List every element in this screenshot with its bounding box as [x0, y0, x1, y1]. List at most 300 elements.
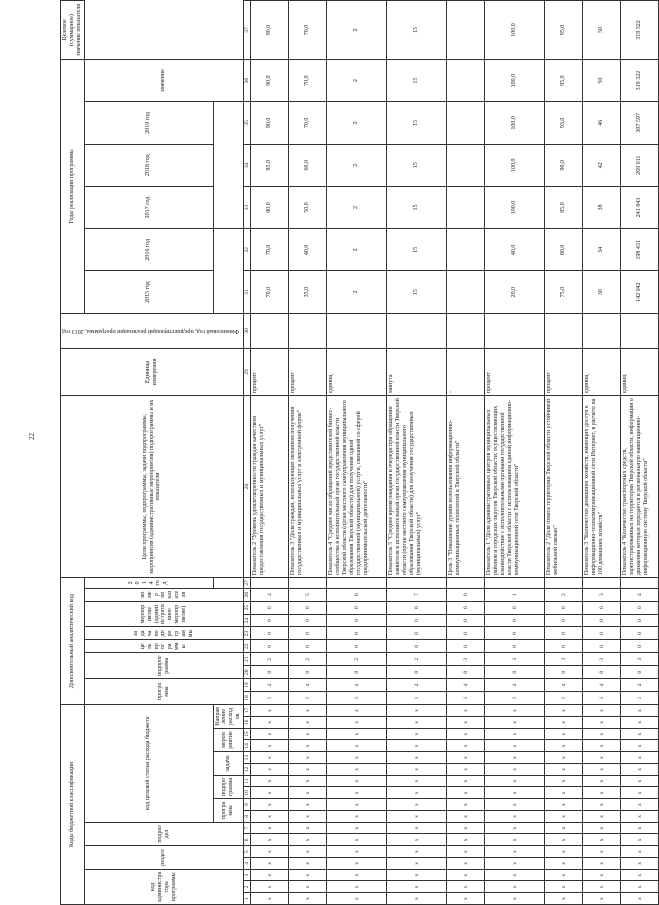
budget-code-cell: x	[447, 728, 485, 740]
column-number: 28	[244, 396, 251, 578]
column-number: 29	[244, 349, 251, 396]
budget-code-cell: x	[327, 705, 387, 717]
analytic-code-cell: 3	[447, 653, 485, 666]
unit-header: Единица измерения	[61, 349, 244, 396]
indicator-description: Цель 3 "Повышение уровня использования информационно-коммуникационных технологий в Тверской области"	[447, 396, 485, 578]
indicator-description: Показатель 1 "Доля административных центров муниципальных районов и городских округов Тверской области, осуществляющих взаимодействие с исполнительными органами государственной власти Тверской области с использованием единой информационно-коммуникационной сети Тверской области"	[485, 396, 545, 578]
budget-code-cell: x	[447, 893, 485, 905]
year-value-cell: 15	[387, 59, 447, 101]
budget-code-cell: x	[251, 834, 289, 846]
budget-code-cell: x	[583, 846, 621, 858]
budget-code-cell: x	[583, 799, 621, 811]
budget-code-cell: x	[387, 740, 447, 752]
budget-code-cell: x	[485, 869, 545, 881]
budget-code-cell: x	[327, 787, 387, 799]
budget-code-cell: x	[387, 834, 447, 846]
year-value-cell: 80,0	[251, 186, 289, 228]
analytic-spacer-cell	[447, 578, 485, 589]
header-row-1	[61, 1, 85, 905]
budget-code-cell: x	[289, 775, 327, 787]
column-number: 9	[244, 799, 251, 811]
year-value-cell: 2	[327, 144, 387, 186]
budget-code-cell: x	[485, 846, 545, 858]
analytic-code-cell: 0	[583, 640, 621, 653]
analytic-code-cell: 1	[545, 692, 583, 705]
table-row	[621, 1, 659, 905]
budget-code-cell: x	[545, 811, 583, 823]
budget-code-cell: x	[545, 717, 583, 729]
program-code-header: программа	[213, 799, 244, 823]
analytic-code-cell: 0	[327, 601, 387, 614]
base-year-cell	[621, 313, 659, 348]
budget-code-cell: x	[545, 787, 583, 799]
budget-codes-header: Коды бюджетной классификации	[61, 705, 85, 905]
analytic-code-cell: 0	[327, 640, 387, 653]
analytic-code-cell: 2	[289, 653, 327, 666]
budget-code-cell: x	[289, 740, 327, 752]
column-number: 15	[244, 728, 251, 740]
budget-code-cell: x	[583, 834, 621, 846]
budget-code-cell: x	[387, 799, 447, 811]
budget-code-cell: x	[447, 752, 485, 764]
budget-code-cell: x	[327, 717, 387, 729]
budget-code-cell: x	[251, 811, 289, 823]
analytic-code-cell: 2	[327, 653, 387, 666]
indicator-description: Показатель 4 "Среднее число обращений представителей бизнес-сообщества в исполнительный орган государственной власти Тверской области (орган местного самоуправления муниципального образования Тверской области) для получения одной государственной (муниципальной) услуги, связанной со сферой предпринимательской деятельности"	[327, 396, 387, 578]
budget-code-cell: x	[251, 775, 289, 787]
analytic-code-cell: 4	[545, 679, 583, 692]
budget-code-cell: x	[289, 811, 327, 823]
analytic-subprogram-header: подпрограмма	[84, 653, 243, 679]
column-number: 19	[244, 679, 251, 692]
budget-code-cell: x	[289, 728, 327, 740]
budget-code-cell: x	[485, 752, 545, 764]
budget-code-cell: x	[485, 881, 545, 893]
analytic-code-cell: 0	[447, 588, 485, 601]
year-value-cell: 50,0	[289, 186, 327, 228]
budget-code-cell: x	[289, 764, 327, 776]
target-value-cell: 90,0	[251, 1, 289, 60]
budget-code-cell: x	[387, 728, 447, 740]
year-value-cell	[447, 59, 485, 101]
target-value-cell: 50	[583, 1, 621, 60]
analytic-code-cell: 1	[583, 692, 621, 705]
budget-code-cell: x	[583, 869, 621, 881]
budget-code-cell: x	[621, 717, 659, 729]
budget-code-cell: x	[621, 822, 659, 834]
subprogram-code-header: подпрограмма	[213, 775, 244, 799]
analytic-spacer-cell	[583, 578, 621, 589]
analytic-spacer-cell	[327, 578, 387, 589]
budget-code-cell: x	[485, 799, 545, 811]
year-value-cell: 15	[387, 229, 447, 271]
analytic-code-cell: 0	[447, 627, 485, 640]
analytic-code-cell: 0	[545, 601, 583, 614]
year-value-cell: 35,0	[289, 271, 327, 313]
column-number: 24	[244, 614, 251, 627]
analytic-code-cell: 0	[387, 601, 447, 614]
fiscal-year-label: Финансовый год, предшествующий реализации программы, 2013 год	[62, 328, 240, 335]
budget-code-cell: x	[387, 811, 447, 823]
analytic-code-cell: 0	[447, 601, 485, 614]
budget-code-cell: x	[545, 799, 583, 811]
analytic-code-cell: 0	[327, 666, 387, 679]
budget-code-cell: x	[485, 764, 545, 776]
year-2017-header: 2017 год	[84, 186, 213, 228]
column-number: 23	[244, 627, 251, 640]
analytic-code-cell: 0	[387, 640, 447, 653]
analytic-code-cell: 1	[387, 692, 447, 705]
direction-code-header: Направление расходов	[213, 705, 244, 729]
budget-code-cell: x	[447, 787, 485, 799]
analytic-code-header: Дополнительный аналитический код	[61, 578, 85, 705]
budget-code-cell: x	[447, 775, 485, 787]
budget-code-cell: x	[545, 764, 583, 776]
column-number: 35	[244, 102, 251, 144]
indicator-description: Показатель 2 "Уровень удовлетворенности граждан качеством предоставления государственных и муниципальных услуг"	[251, 396, 289, 578]
analytic-code-cell: 0	[485, 614, 545, 627]
budget-code-cell: x	[251, 717, 289, 729]
budget-code-cell: x	[621, 775, 659, 787]
budget-code-cell: x	[251, 869, 289, 881]
analytic-code-cell: 3	[621, 653, 659, 666]
budget-code-cell: x	[447, 869, 485, 881]
base-year-cell	[251, 313, 289, 348]
analytic-code-cell: 1	[485, 692, 545, 705]
column-number: 4	[244, 858, 251, 870]
analytic-code-cell: 0	[251, 640, 289, 653]
column-number: 26	[244, 588, 251, 601]
base-year-cell	[387, 313, 447, 348]
admin-code-header: код администратора программы	[84, 869, 243, 904]
analytic-code-cell: 3	[583, 588, 621, 601]
year-value-cell: 2	[327, 186, 387, 228]
budget-code-cell: x	[327, 869, 387, 881]
unit-cell: процент	[485, 349, 545, 396]
year-value-cell: 40,0	[485, 229, 545, 271]
year-2014-header: 2014 год	[84, 578, 213, 589]
year-value-cell: 15	[387, 271, 447, 313]
budget-code-cell: x	[289, 752, 327, 764]
budget-code-cell: x	[545, 858, 583, 870]
analytic-code-cell: 0	[583, 601, 621, 614]
analytic-code-cell: 1	[621, 692, 659, 705]
budget-code-cell: x	[251, 858, 289, 870]
budget-code-cell: x	[327, 834, 387, 846]
budget-code-cell: x	[251, 893, 289, 905]
analytic-code-cell: 4	[289, 679, 327, 692]
column-number: 31	[244, 271, 251, 313]
budget-code-cell: x	[327, 799, 387, 811]
year-value-cell: 95,0	[545, 59, 583, 101]
budget-code-cell: x	[621, 740, 659, 752]
budget-code-cell: x	[621, 811, 659, 823]
budget-code-cell: x	[387, 893, 447, 905]
base-year-cell	[583, 313, 621, 348]
budget-code-cell: x	[251, 764, 289, 776]
analytic-spacer-cell	[545, 578, 583, 589]
years-header: Годы реализации программы	[61, 59, 85, 313]
budget-code-cell: x	[621, 787, 659, 799]
analytic-code-cell: 0	[583, 666, 621, 679]
base-year-cell	[485, 313, 545, 348]
analytic-code-cell: 0	[485, 601, 545, 614]
analytic-measure-header: мероприятие (административное мероприятие)	[84, 601, 243, 627]
analytic-code-cell: 1	[289, 692, 327, 705]
analytic-code-cell: 4	[251, 588, 289, 601]
year-value-cell	[447, 144, 485, 186]
budget-code-cell: x	[447, 822, 485, 834]
budget-code-cell: x	[327, 764, 387, 776]
analytic-spacer-cell	[289, 578, 327, 589]
target-value-cell: 95,0	[545, 1, 583, 60]
budget-code-cell: x	[485, 728, 545, 740]
budget-code-cell: x	[545, 775, 583, 787]
column-number: 13	[244, 752, 251, 764]
budget-code-cell: x	[251, 846, 289, 858]
year-value-cell: 100,0	[485, 102, 545, 144]
year-value-cell: 198 431	[621, 229, 659, 271]
budget-code-cell: x	[327, 822, 387, 834]
target-value-cell: 70,0	[289, 1, 327, 60]
column-number: 2	[244, 881, 251, 893]
column-number: 36	[244, 59, 251, 101]
year-value-cell: 319 322	[621, 59, 659, 101]
budget-code-cell: x	[289, 822, 327, 834]
budget-code-cell: x	[447, 705, 485, 717]
budget-code-cell: x	[289, 881, 327, 893]
analytic-code-cell: 0	[485, 666, 545, 679]
analytic-code-cell: 4	[251, 679, 289, 692]
base-year-cell	[327, 313, 387, 348]
table-row	[583, 1, 621, 905]
year-value-cell: 70,0	[251, 271, 289, 313]
analytic-code-cell: 0	[289, 614, 327, 627]
year-value-cell: 307 597	[621, 102, 659, 144]
budget-code-cell: x	[583, 740, 621, 752]
analytic-code-cell: 0	[621, 627, 659, 640]
analytic-code-cell: 2	[251, 653, 289, 666]
analytic-code-cell: 1	[485, 588, 545, 601]
budget-code-cell: x	[485, 787, 545, 799]
budget-code-cell: x	[621, 799, 659, 811]
column-number: 14	[244, 740, 251, 752]
budget-code-cell: x	[387, 705, 447, 717]
column-number: 21	[244, 653, 251, 666]
column-number: 34	[244, 144, 251, 186]
year-value-cell: 2	[327, 229, 387, 271]
analytic-code-cell: 7	[387, 588, 447, 601]
budget-code-cell: x	[387, 858, 447, 870]
analytic-code-cell: 0	[545, 640, 583, 653]
analytic-code-cell: 4	[621, 588, 659, 601]
unit-cell: единиц	[327, 349, 387, 396]
analytic-code-cell: 4	[387, 679, 447, 692]
budget-code-cell: x	[545, 740, 583, 752]
budget-code-cell: x	[447, 846, 485, 858]
analytic-code-cell: 2	[545, 588, 583, 601]
budget-code-cell: x	[289, 869, 327, 881]
year-value-cell: 20,0	[485, 271, 545, 313]
year-value-cell: 100,0	[485, 186, 545, 228]
budget-code-cell: x	[447, 799, 485, 811]
analytic-indicator-header: номер показателя	[84, 588, 243, 601]
column-number: 10	[244, 787, 251, 799]
column-number: 5	[244, 846, 251, 858]
table-row	[289, 1, 327, 905]
budget-code-cell: x	[387, 717, 447, 729]
analytic-code-cell: 0	[251, 666, 289, 679]
budget-code-cell: x	[485, 893, 545, 905]
table-row	[251, 1, 289, 905]
budget-code-cell: x	[485, 717, 545, 729]
base-year-cell	[545, 313, 583, 348]
target-value-cell: 15	[387, 1, 447, 60]
analytic-code-cell: 4	[485, 679, 545, 692]
budget-code-cell: x	[621, 881, 659, 893]
column-number: 32	[244, 229, 251, 271]
analytic-code-cell: 0	[447, 640, 485, 653]
year-value-cell: 70,0	[289, 102, 327, 144]
budget-code-cell: x	[545, 869, 583, 881]
table-body	[251, 1, 659, 905]
indicator-description: Показатель 3 "Доля граждан, использующих механизм получения государственных и муниципальных услуг в электронной форме"	[289, 396, 327, 578]
year-value-cell: 75,0	[545, 271, 583, 313]
unit-cell: -	[447, 349, 485, 396]
column-number: 20	[244, 666, 251, 679]
budget-code-cell: x	[289, 893, 327, 905]
budget-code-cell: x	[327, 846, 387, 858]
analytic-code-cell: 6	[327, 588, 387, 601]
column-number: 30	[244, 313, 251, 348]
table-row	[485, 1, 545, 905]
analytic-code-cell: 0	[545, 627, 583, 640]
analytic-code-cell: 0	[583, 627, 621, 640]
year-value-cell: 2	[327, 59, 387, 101]
budget-code-cell: x	[387, 787, 447, 799]
indicator-description: Показатель 5 "Среднее время ожидания в очереди при обращении заявителя в исполнительный орган государственной власти Тверской области (орган местного самоуправления муниципального образования Тверской области) для получения государственных (муниципальных) услуг"	[387, 396, 447, 578]
budget-code-cell: x	[545, 728, 583, 740]
budget-code-cell: x	[583, 717, 621, 729]
budget-code-cell: x	[327, 752, 387, 764]
budget-code-cell: x	[387, 764, 447, 776]
program-indicators-table	[60, 0, 659, 905]
year-value-cell: 93,0	[545, 102, 583, 144]
analytic-code-cell: 0	[583, 614, 621, 627]
budget-code-cell: x	[621, 869, 659, 881]
budget-code-cell: x	[251, 740, 289, 752]
indicator-description: Показатель 3 "Количество домашних хозяйств, имеющих доступ к информационно-телекоммуникационной сети Интернет, в расчете на 100 домашних хозяйств"	[583, 396, 621, 578]
unit-cell: единиц	[621, 349, 659, 396]
year-value-cell: 2	[327, 271, 387, 313]
budget-code-cell: x	[621, 752, 659, 764]
base-year-cell	[289, 313, 327, 348]
year-value-cell: 40,0	[289, 229, 327, 271]
budget-code-cell: x	[545, 705, 583, 717]
column-number: 37	[244, 1, 251, 60]
analytic-code-cell: 4	[583, 679, 621, 692]
column-number: 22	[244, 640, 251, 653]
budget-code-cell: x	[485, 740, 545, 752]
unit-cell: единиц	[583, 349, 621, 396]
budget-code-cell: x	[545, 752, 583, 764]
budget-code-cell: x	[583, 822, 621, 834]
analytic-program-header: программа	[84, 679, 243, 705]
budget-code-cell: x	[583, 893, 621, 905]
analytic-code-cell: 0	[327, 627, 387, 640]
column-number: 8	[244, 811, 251, 823]
budget-code-cell: x	[447, 881, 485, 893]
column-number-row	[244, 1, 251, 905]
indicator-description: Показатель 4 "Количество транспортных средств, зарегистрированных на территории Тверской области, информация о движении которых передается в региональную навигационно-информационную систему Тверской области"	[621, 396, 659, 578]
budget-code-cell: x	[583, 775, 621, 787]
year-2018-header: 2018 год	[84, 144, 213, 186]
analytic-code-cell: 0	[387, 627, 447, 640]
analytic-spacer-cell	[485, 578, 545, 589]
budget-code-cell: x	[387, 881, 447, 893]
budget-code-cell: x	[621, 834, 659, 846]
analytic-code-cell: 0	[447, 666, 485, 679]
budget-code-cell: x	[583, 787, 621, 799]
analytic-code-cell: 0	[251, 601, 289, 614]
document-sheet	[60, 0, 650, 905]
budget-code-cell: x	[289, 834, 327, 846]
column-number: 11	[244, 775, 251, 787]
year-value-cell: 30	[583, 271, 621, 313]
budget-code-cell: x	[387, 846, 447, 858]
analytic-code-cell: 3	[545, 653, 583, 666]
column-number: 12	[244, 764, 251, 776]
budget-code-cell: x	[583, 705, 621, 717]
table-row	[387, 1, 447, 905]
analytic-code-cell: 3	[485, 653, 545, 666]
budget-code-cell: x	[251, 822, 289, 834]
budget-code-cell: x	[251, 705, 289, 717]
year-value-cell: 70,0	[289, 59, 327, 101]
year-value-cell: 90,0	[251, 102, 289, 144]
table-row	[447, 1, 485, 905]
budget-code-cell: x	[447, 764, 485, 776]
analytic-code-cell: 0	[327, 614, 387, 627]
analytic-code-cell: 0	[289, 666, 327, 679]
year-value-cell	[447, 186, 485, 228]
year-value-cell: 60,0	[289, 144, 327, 186]
budget-code-cell: x	[485, 858, 545, 870]
analytic-code-cell: 5	[289, 588, 327, 601]
column-number: 6	[244, 834, 251, 846]
subsection-header: подраздел	[84, 822, 243, 846]
year-value-cell: 85,0	[251, 144, 289, 186]
target-value-cell: 319 322	[621, 1, 659, 60]
budget-code-cell: x	[621, 846, 659, 858]
budget-code-cell: x	[583, 752, 621, 764]
year-value-cell: 34	[583, 229, 621, 271]
column-number: 17	[244, 705, 251, 717]
unit-cell: процент	[251, 349, 289, 396]
budget-code-cell: x	[251, 881, 289, 893]
budget-code-cell: x	[289, 705, 327, 717]
column-number: 25	[244, 601, 251, 614]
analytic-code-cell: 4	[621, 679, 659, 692]
year-value-cell: 85,0	[545, 186, 583, 228]
target-value-cell: 100,0	[485, 1, 545, 60]
year-value-cell: 46	[583, 102, 621, 144]
column-number: 7	[244, 822, 251, 834]
year-value-cell: 100,0	[485, 59, 545, 101]
unit-cell: процент	[289, 349, 327, 396]
column-number: 33	[244, 186, 251, 228]
base-year-cell	[447, 313, 485, 348]
